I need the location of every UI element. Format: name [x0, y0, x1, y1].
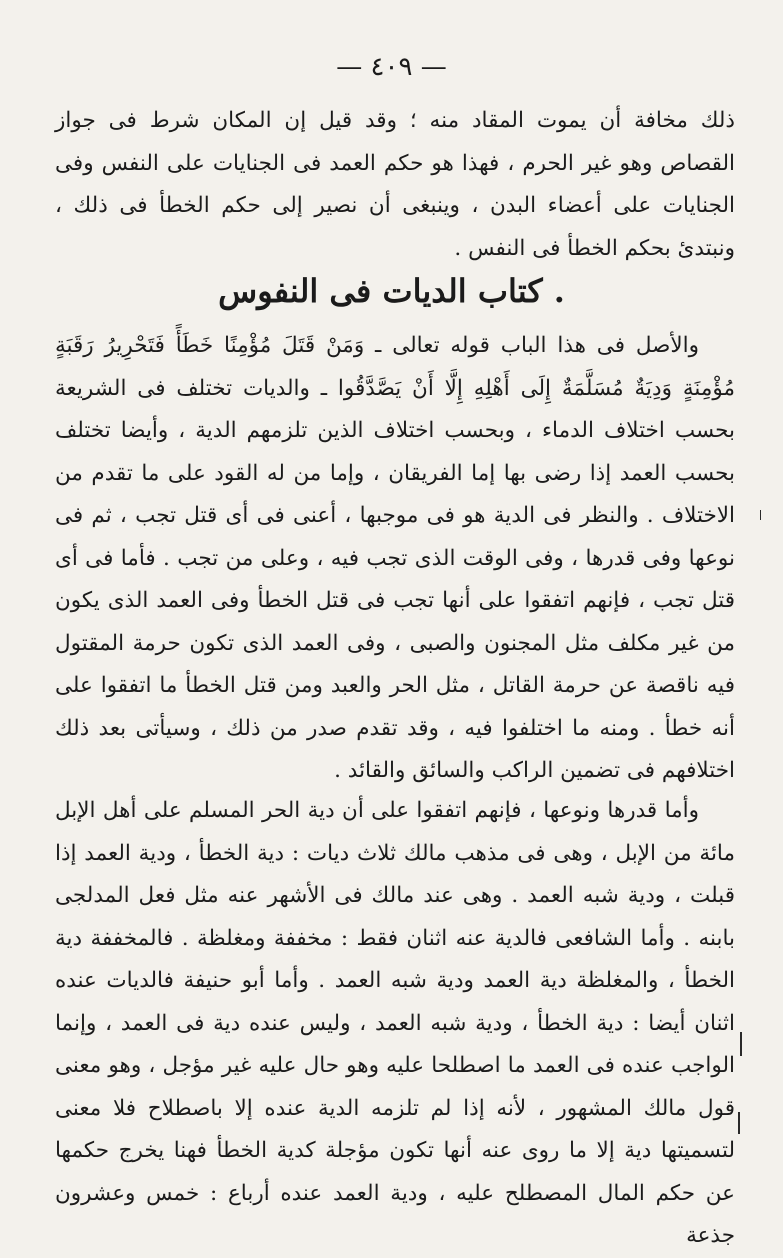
- paragraph-intro: ذلك مخافة أن يموت المقاد منه ؛ وقد قيل إن المكان شرط فى جواز القصاص وهو غير الحرم ، فهذا هو حكم العمد فى الجنايات على النفس وفى الجنايات على أعضاء البدن ، وينبغى أن نصير إلى حكم الخطأ فى ذلك ، ونبتدئ بحكم الخطأ فى النفس .: [55, 108, 735, 261]
- chapter-heading: . كتاب الديات فى النفوس: [218, 272, 565, 310]
- margin-mark: [740, 1032, 742, 1056]
- paragraph-amount-and-type: وأما قدرها ونوعها ، فإنهم اتفقوا على أن دية الحر المسلم على أهل الإبل مائة من الإبل ، وهى فى مذهب مالك ثلاث ديات : دية الخطأ ، ودية العمد إذا قبلت ، ودية شبه العمد . وهى عند مالك فى الأشهر عنه مثل فعل المدلجى بابنه . وأما الشافعى فالدية عنه اثنان فقط : مخففة ومغلظة . فالمخففة دية الخطأ ، والمغلظة دية العمد ودية شبه العمد . وأما أبو حنيفة فالديات عنده اثنان أيضا : دية الخطأ ، ودية شبه العمد ، وليس عنده دية فى العمد ، وإنما الواجب عنده فى العمد ما اصطلحا عليه وهو حال عليه غير مؤجل ، وهو معنى قول مالك المشهور ، لأنه إذا لم تلزمه الدية عنده إلا باصطلاح فلا معنى لتسميتها دية إلا ما روى عنه أنها تكون مؤجلة كدية الخطأ فهنا يخرج حكمها عن حكم المال المصطلح عليه ، ودية العمد عنده أرباع : خمس وعشرون جذعة: [55, 798, 736, 1248]
- paragraph-principle: والأصل فى هذا الباب قوله تعالى ـ وَمَنْ قَتَلَ مُؤْمِنًا خَطَأً فَتَحْرِيرُ رَقَبَةٍ مُؤْمِنَةٍ وَدِيَةٌ مُسَلَّمَةٌ إِلَى أَهْلِهِ إِلَّا أَنْ يَصَّدَّقُوا ـ والديات تختلف فى الشريعة بحسب اختلاف الدماء ، وبحسب اختلاف الذين تلزمهم الدية ، وأيضا تختلف بحسب العمد إذا رضى بها إما الفريقان ، وإما من له القود على ما تقدم من الاختلاف . والنظر فى الدية هو فى موجبها ، أعنى فى أى قتل تجب ، ثم فى نوعها وفى قدرها ، وفى الوقت الذى تجب فيه ، وعلى من تجب . فأما فى أى قتل تجب ، فإنهم اتفقوا على أنها تجب فى قتل الخطأ وفى العمد الذى يكون من غير مكلف مثل المجنون والصبى ، وفى العمد الذى تكون حرمة المقتول فيه ناقصة عن حرمة القاتل ، مثل الحر والعبد ومن قتل الخطأ ما اتفقوا على أنه خطأ . ومنه ما اختلفوا فيه ، وقد تقدم صدر من ذلك ، وسيأتى بعد ذلك اختلافهم فى تضمين الراكب والسائق والقائد .: [55, 333, 735, 783]
- margin-mark: [738, 1112, 740, 1134]
- margin-mark: [760, 510, 761, 520]
- page-number: — ٤٠٩ —: [336, 52, 447, 82]
